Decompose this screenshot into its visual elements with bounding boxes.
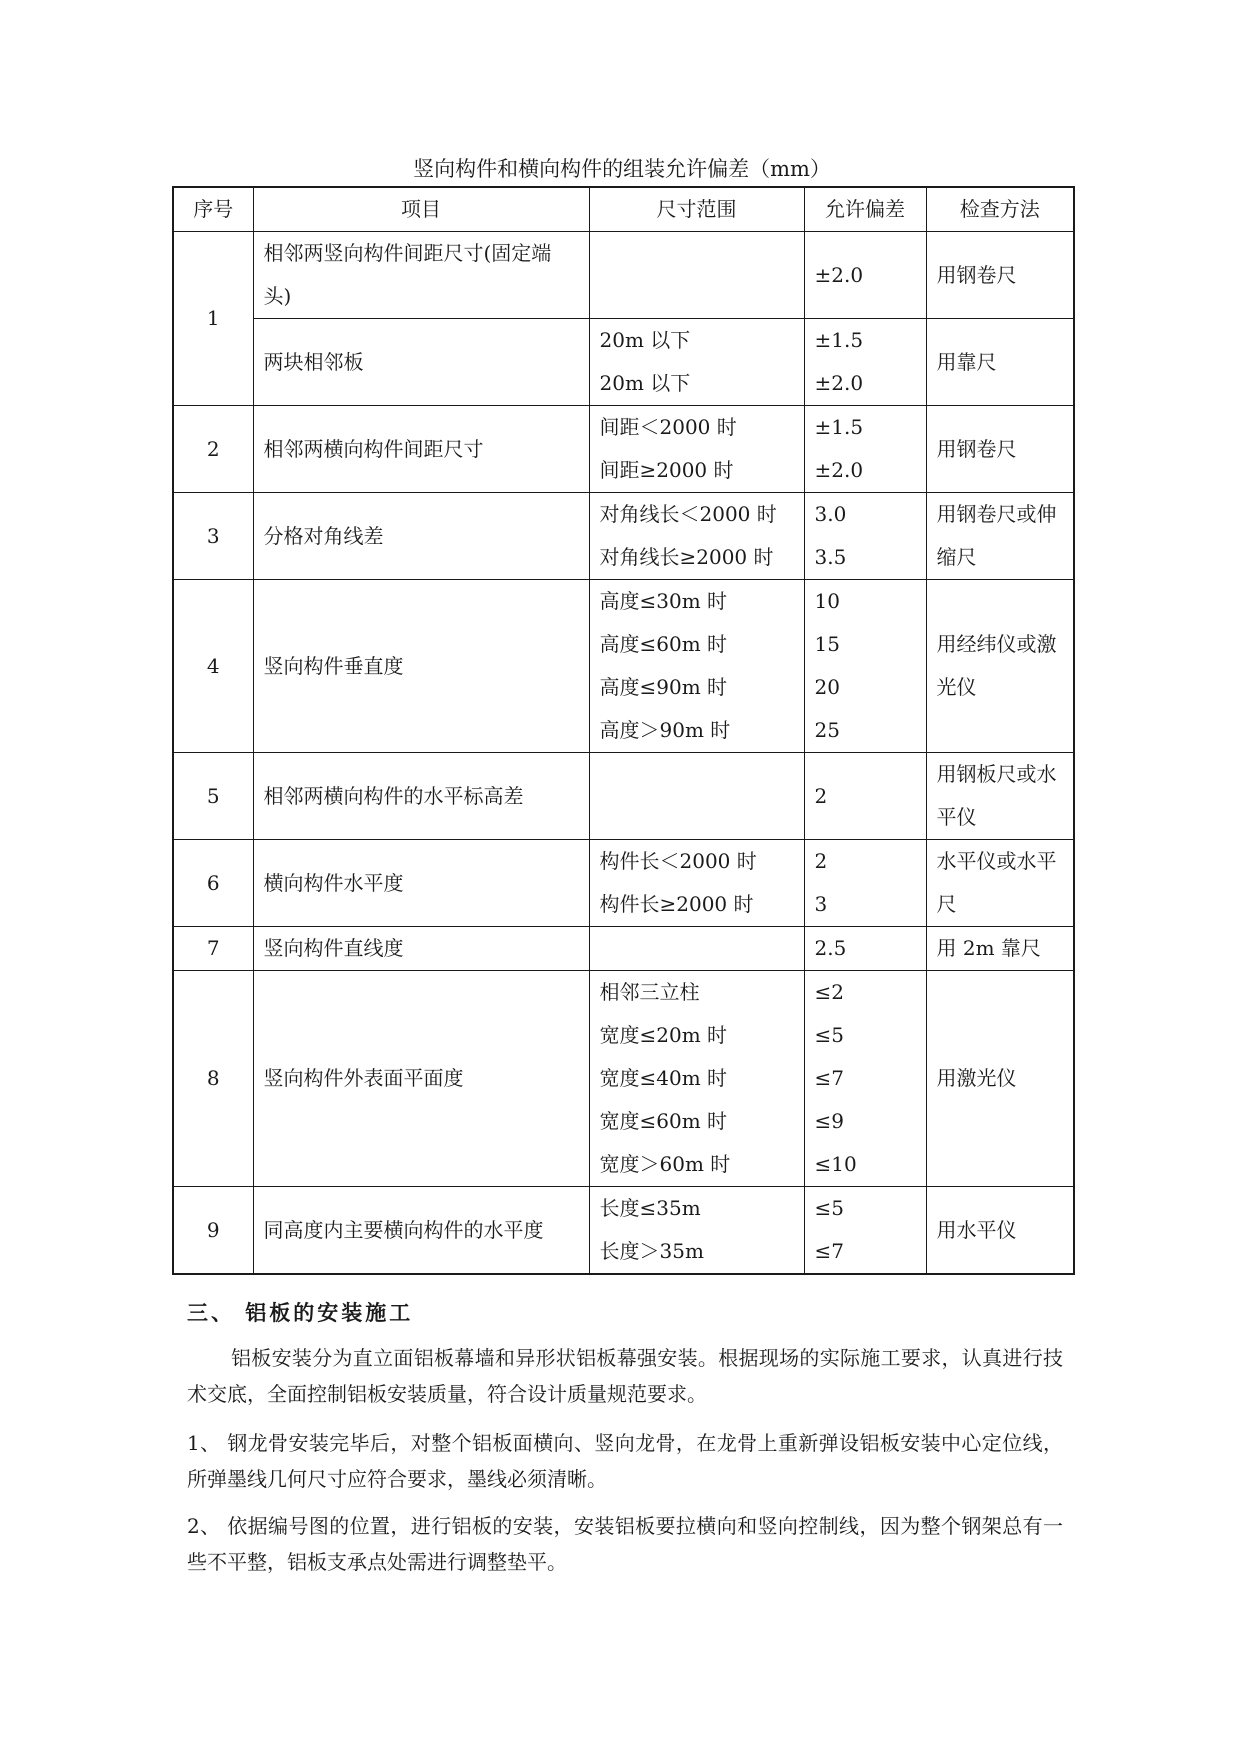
header-no: 序号: [173, 187, 253, 232]
tolerance-value: 2: [814, 849, 828, 873]
range-value: 对角线长≥2000 时: [599, 545, 774, 569]
row-tolerance: [804, 580, 926, 753]
body-paragraph: 铝板安装分为直立面铝板幕墙和异形状铝板幕强安装。根据现场的实际施工要求，认真进行技术交底，全面控制铝板安装质量，符合设计质量规范要求。: [187, 1346, 1063, 1406]
list-item: 1、 钢龙骨安装完毕后，对整个铝板面横向、竖向龙骨，在龙骨上重新弹设铝板安装中心定位线，所弹墨线几何尺寸应符合要求，墨线必须清晰。: [187, 1431, 1063, 1491]
row-item: 相邻两横向构件间距尺寸: [253, 406, 589, 493]
tolerance-value: 2.5: [814, 936, 847, 960]
row-method: 用经纬仪或激光仪: [926, 580, 1074, 753]
tolerance-value: 3.5: [814, 545, 847, 569]
tolerance-value: 2: [814, 783, 828, 808]
tolerance-value: ±2.0: [814, 262, 864, 287]
row-method: 用激光仪: [926, 971, 1074, 1187]
row-range: [589, 232, 804, 319]
row-tolerance: [804, 753, 926, 840]
range-value: 对角线长＜2000 时: [599, 502, 777, 526]
header-tolerance: 允许偏差: [804, 187, 926, 232]
row-no: 9: [173, 1187, 253, 1275]
tolerance-table: [172, 186, 1075, 1275]
range-value: 构件长＜2000 时: [599, 849, 757, 873]
tolerance-value: 20: [814, 675, 840, 699]
row-method: 用钢卷尺或伸缩尺: [926, 493, 1074, 580]
range-value: 长度≤35m: [599, 1196, 701, 1220]
row-item: 分格对角线差: [253, 493, 589, 580]
row-no: 6: [173, 840, 253, 927]
row-no: 5: [173, 753, 253, 840]
row-no: 3: [173, 493, 253, 580]
tolerance-value: ≤7: [814, 1066, 844, 1090]
table-caption: 竖向构件和横向构件的组装允许偏差（mm）: [413, 157, 831, 181]
row-item: 竖向构件垂直度: [253, 580, 589, 753]
row-no: 1: [173, 232, 253, 406]
row-no: 7: [173, 927, 253, 971]
row-range: [589, 493, 804, 580]
tolerance-value: ≤2: [814, 980, 844, 1004]
table-row: [173, 580, 1074, 753]
range-value: 20m 以下: [599, 328, 691, 352]
row-range: [589, 406, 804, 493]
row-item: 两块相邻板: [253, 319, 589, 406]
range-value: 宽度≤60m 时: [599, 1109, 728, 1133]
range-value: 20m 以下: [599, 371, 691, 395]
row-item: 相邻两竖向构件间距尺寸(固定端头): [253, 232, 589, 319]
tolerance-value: ≤7: [814, 1239, 844, 1263]
row-range: [589, 580, 804, 753]
row-tolerance: [804, 319, 926, 406]
row-method: 用钢卷尺: [926, 232, 1074, 319]
table-row: [173, 840, 1074, 927]
row-no: 2: [173, 406, 253, 493]
range-value: 高度≤60m 时: [599, 632, 728, 656]
tolerance-value: 15: [814, 632, 840, 656]
table-row: [173, 1187, 1074, 1275]
range-value: 构件长≥2000 时: [599, 892, 754, 916]
row-tolerance: [804, 493, 926, 580]
table-row: [173, 406, 1074, 493]
tolerance-value: ±1.5: [814, 415, 864, 439]
tolerance-value: ±1.5: [814, 328, 864, 352]
row-method: 用 2m 靠尺: [926, 927, 1074, 971]
tolerance-value: 25: [814, 718, 840, 742]
row-range: [589, 971, 804, 1187]
row-item: 横向构件水平度: [253, 840, 589, 927]
row-no: 4: [173, 580, 253, 753]
table-row: [173, 927, 1074, 971]
row-tolerance: [804, 971, 926, 1187]
header-item: 项目: [253, 187, 589, 232]
range-value: 高度＞90m 时: [599, 718, 731, 742]
row-range: [589, 840, 804, 927]
row-method: 用钢卷尺: [926, 406, 1074, 493]
range-value: 相邻三立柱: [599, 980, 700, 1004]
list-item: 2、 依据编号图的位置，进行铝板的安装，安装铝板要拉横向和竖向控制线，因为整个钢架总有一些不平整，铝板支承点处需进行调整垫平。: [187, 1514, 1063, 1574]
row-item: 同高度内主要横向构件的水平度: [253, 1187, 589, 1275]
row-tolerance: [804, 927, 926, 971]
row-range: [589, 319, 804, 406]
row-tolerance: [804, 406, 926, 493]
table-row: [173, 493, 1074, 580]
range-value: 宽度＞60m 时: [599, 1152, 731, 1176]
row-item: 竖向构件外表面平面度: [253, 971, 589, 1187]
row-method: 用水平仪: [926, 1187, 1074, 1275]
table-row: [173, 971, 1074, 1187]
row-tolerance: [804, 232, 926, 319]
section-heading: 三、 铝板的安装施工: [187, 1301, 414, 1325]
row-item: 相邻两横向构件的水平标高差: [253, 753, 589, 840]
table-header-row: [173, 187, 1074, 232]
tolerance-value: ≤5: [814, 1196, 844, 1220]
tolerance-value: 3: [814, 892, 828, 916]
row-tolerance: [804, 840, 926, 927]
range-value: 间距＜2000 时: [599, 415, 737, 439]
tolerance-value: 3.0: [814, 502, 847, 526]
range-value: 宽度≤20m 时: [599, 1023, 728, 1047]
row-item: 竖向构件直线度: [253, 927, 589, 971]
row-range: [589, 927, 804, 971]
row-no: 8: [173, 971, 253, 1187]
range-value: 长度＞35m: [599, 1239, 704, 1263]
tolerance-value: ≤9: [814, 1109, 844, 1133]
range-value: 间距≥2000 时: [599, 458, 734, 482]
tolerance-value: ±2.0: [814, 458, 864, 482]
range-value: 高度≤30m 时: [599, 589, 728, 613]
range-value: 高度≤90m 时: [599, 675, 728, 699]
tolerance-value: ≤10: [814, 1152, 857, 1176]
row-range: [589, 753, 804, 840]
row-range: [589, 1187, 804, 1275]
tolerance-value: ≤5: [814, 1023, 844, 1047]
header-method: 检查方法: [926, 187, 1074, 232]
table-row: [173, 232, 1074, 319]
tolerance-value: ±2.0: [814, 371, 864, 395]
table-row: [173, 319, 1074, 406]
row-method: 用钢板尺或水平仪: [926, 753, 1074, 840]
row-method: 用靠尺: [926, 319, 1074, 406]
row-tolerance: [804, 1187, 926, 1275]
range-value: 宽度≤40m 时: [599, 1066, 728, 1090]
tolerance-value: 10: [814, 589, 840, 613]
header-range: 尺寸范围: [589, 187, 804, 232]
table-row: [173, 753, 1074, 840]
row-method: 水平仪或水平尺: [926, 840, 1074, 927]
